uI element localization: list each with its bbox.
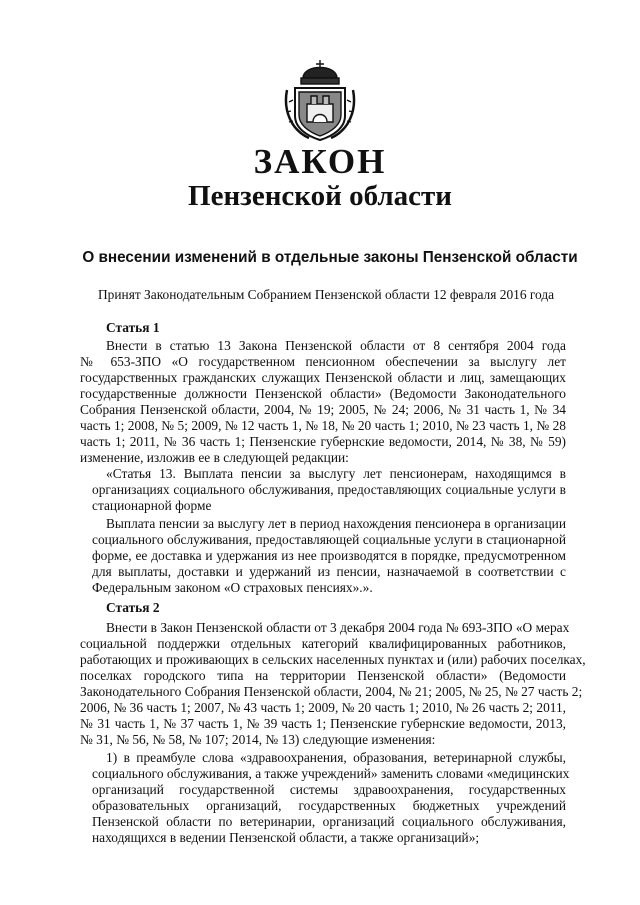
article-2-line: Внести в Закон Пензенской области от 3 декабря 2004 года № 693-ЗПО «О мерах [106,620,570,635]
article-2-line: 2006, № 36 часть 1; 2007, № 43 часть 1; 2009, № 20 часть 1; 2010, № 26 часть 2; 2011, [80,700,566,715]
quote-line: стационарной форме [92,498,212,513]
article-1-line: № 653-ЗПО «О государственном пенсионном обеспечении за выслугу лет [80,354,566,369]
coat-of-arms-emblem [283,58,357,142]
item-line: находящихся в ведении Пензенской области, а также организаций»; [92,830,480,845]
quote-line: организациях социального обслуживания, предоставляющих социальные услуги в [92,482,566,497]
item-line: Пензенской области по ветеринарии, организаций социального обслуживания, [92,814,566,829]
article-2-line: Законодательного Собрания Пензенской области, 2004, № 21; 2005, № 25, № 27 часть 2; [80,684,583,699]
article-1-line: изменение, изложив ее в следующей редакции: [80,450,349,465]
article-2-line: социальной поддержки отдельных категорий квалифицированных работников, [80,636,566,651]
item-line: образовательных организаций, государственных бюджетных учреждений [92,798,566,813]
quote-line: Федеральным законом «О страховых пенсиях».». [92,580,373,595]
quote-line: «Статья 13. Выплата пенсии за выслугу лет пенсионерам, находящимся в [106,466,566,481]
article-1-line: часть 1; 2008, № 5; 2009, № 12 часть 1, № 18, № 20 часть 1; 2010, № 23 часть 1, № 28 [80,418,566,433]
article-1-line: государственные должности Пензенской области» (Ведомости Законодательного [80,386,566,401]
article-2-heading: Статья 2 [106,600,160,615]
law-title: ЗАКОН [253,142,387,181]
article-1-line: государственных гражданских служащих Пензенской области и лиц, замещающих [80,370,566,385]
adoption-note: Принят Законодательным Собранием Пензенской области 12 февраля 2016 года [98,287,555,302]
item-line: 1) в преамбуле слова «здравоохранения, образования, ветеринарной службы, [106,750,566,765]
article-2-line: поселках городского типа на территории Пензенской области» (Ведомости [80,668,566,683]
article-1-line: Внести в статью 13 Закона Пензенской области от 8 сентября 2004 года [106,338,566,353]
document-heading: О внесении изменений в отдельные законы Пензенской области [82,249,578,266]
quote-line: социального обслуживания, предоставляющей социальные услуги в стационарной [92,532,566,547]
item-line: организаций государственной системы здравоохранения, государственных [92,782,566,797]
quote-line: форме, ее доставка и удержания из нее производятся в порядке, предусмотренном [92,548,566,563]
article-1-line: часть 1; 2011, № 36 часть 1; Пензенские губернские ведомости, 2014, № 38, № 59) [80,434,566,449]
quote-line: Выплата пенсии за выслугу лет в период нахождения пенсионера в организации [106,516,566,531]
article-2-line: № 31 часть 1, № 37 часть 1, № 39 часть 1; Пензенские губернские ведомости, 2013, [80,716,566,731]
article-2-line: работающих и проживающих в сельских населенных пунктах и (или) рабочих поселках, [80,652,586,667]
article-1-heading: Статья 1 [106,320,160,335]
quote-line: для выплаты, доставки и удержаний из пенсии, назначаемой в соответствии с [92,564,566,579]
article-1-line: Собрания Пензенской области, 2004, № 19; 2005, № 24; 2006, № 31 часть 1, № 34 [80,402,566,417]
item-line: социального обслуживания, а также учреждений» заменить словами «медицинских [92,766,570,781]
region-title: Пензенской области [188,180,452,212]
article-2-line: № 31, № 56, № 58, № 107; 2014, № 13) следующие изменения: [80,732,436,747]
